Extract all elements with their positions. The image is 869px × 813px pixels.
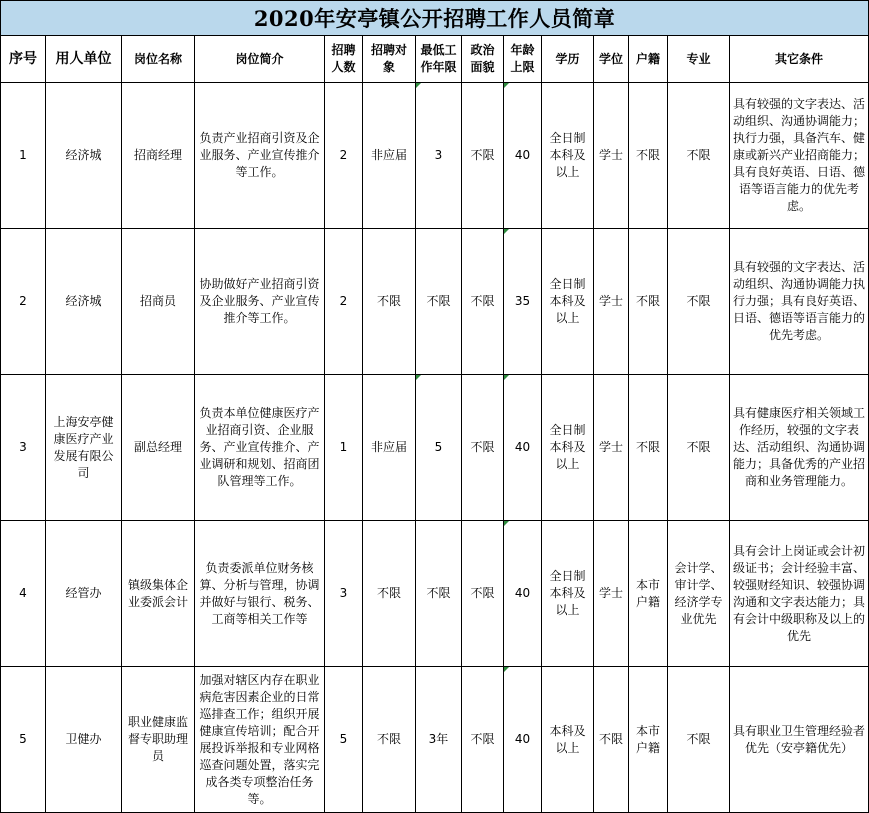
table-row [1, 667, 869, 813]
cell-degree: 学士 [594, 521, 629, 667]
cell-seq: 3 [1, 375, 46, 521]
header-target: 招聘对象 [363, 36, 416, 83]
cell-education: 全日制本科及以上 [542, 83, 594, 229]
cell-political: 不限 [462, 667, 504, 813]
cell-age [504, 521, 542, 667]
header-row [1, 36, 869, 83]
cell-age [504, 667, 542, 813]
cell-min-years-value: 5 [434, 440, 443, 454]
header-intro: 岗位简介 [195, 36, 325, 83]
cell-count: 3 [325, 521, 363, 667]
cell-other: 具有较强的文字表达、活动组织、沟通协调能力；执行力强，具备汽车、健康或新兴产业招商能力；具有良好英语、日语、德语等语言能力的优先考虑。 [730, 83, 869, 229]
header-education: 学历 [542, 36, 594, 83]
cell-position: 招商经理 [122, 83, 195, 229]
cell-target: 不限 [363, 229, 416, 375]
cell-age-value: 40 [514, 586, 531, 600]
cell-major: 不限 [668, 83, 730, 229]
cell-min-years [416, 375, 462, 521]
cell-intro: 负责本单位健康医疗产业招商引资、企业服务、产业宣传推介、产业调研和规划、招商团队管理等工作。 [195, 375, 325, 521]
cell-count: 2 [325, 229, 363, 375]
cell-seq: 4 [1, 521, 46, 667]
header-hukou: 户籍 [629, 36, 668, 83]
table-row [1, 375, 869, 521]
header-age: 年龄上限 [504, 36, 542, 83]
table-row [1, 229, 869, 375]
cell-age-value: 40 [514, 440, 531, 454]
cell-employer: 经济城 [46, 229, 122, 375]
cell-target: 不限 [363, 521, 416, 667]
cell-degree: 学士 [594, 83, 629, 229]
cell-political: 不限 [462, 229, 504, 375]
cell-major: 不限 [668, 229, 730, 375]
cell-major: 不限 [668, 375, 730, 521]
cell-intro: 负责委派单位财务核算、分析与管理，协调并做好与银行、税务、工商等相关工作等 [195, 521, 325, 667]
cell-degree: 学士 [594, 229, 629, 375]
cell-target: 非应届 [363, 83, 416, 229]
cell-count: 1 [325, 375, 363, 521]
cell-position: 招商员 [122, 229, 195, 375]
cell-employer: 经济城 [46, 83, 122, 229]
cell-employer: 卫健办 [46, 667, 122, 813]
cell-employer: 上海安亭健康医疗产业发展有限公司 [46, 375, 122, 521]
cell-target: 非应届 [363, 375, 416, 521]
header-degree: 学位 [594, 36, 629, 83]
cell-education: 全日制本科及以上 [542, 521, 594, 667]
cell-intro: 负责产业招商引资及企业服务、产业宣传推介等工作。 [195, 83, 325, 229]
cell-age [504, 83, 542, 229]
header-employer: 用人单位 [46, 36, 122, 83]
header-other: 其它条件 [730, 36, 869, 83]
cell-hukou: 不限 [629, 83, 668, 229]
cell-count: 5 [325, 667, 363, 813]
cell-major: 不限 [668, 667, 730, 813]
cell-age-value: 40 [514, 148, 531, 162]
cell-education: 全日制本科及以上 [542, 229, 594, 375]
cell-education: 本科及以上 [542, 667, 594, 813]
cell-intro: 协助做好产业招商引资及企业服务、产业宣传推介等工作。 [195, 229, 325, 375]
cell-hukou: 不限 [629, 375, 668, 521]
header-count: 招聘人数 [325, 36, 363, 83]
cell-min-years: 3年 [416, 667, 462, 813]
cell-age-value: 35 [514, 294, 531, 308]
cell-other: 具有健康医疗相关领域工作经历，较强的文字表达、活动组织、沟通协调能力；具备优秀的产业招商和业务管理能力。 [730, 375, 869, 521]
cell-other: 具有会计上岗证或会计初级证书；会计经验丰富、较强财经知识、较强协调沟通和文字表达能力；具有会计中级职称及以上的优先 [730, 521, 869, 667]
cell-hukou: 不限 [629, 229, 668, 375]
cell-employer: 经管办 [46, 521, 122, 667]
cell-political: 不限 [462, 83, 504, 229]
cell-hukou: 本市户籍 [629, 667, 668, 813]
cell-hukou: 本市户籍 [629, 521, 668, 667]
cell-min-years-value: 3 [434, 148, 443, 162]
cell-political: 不限 [462, 375, 504, 521]
header-major: 专业 [668, 36, 730, 83]
cell-target: 不限 [363, 667, 416, 813]
cell-intro: 加强对辖区内存在职业病危害因素企业的日常巡排查工作；组织开展健康宣传培训；配合开展投诉举报和专业网格巡查问题处置，落实完成各类专项整治任务等。 [195, 667, 325, 813]
cell-age [504, 229, 542, 375]
cell-education: 全日制本科及以上 [542, 375, 594, 521]
cell-seq: 1 [1, 83, 46, 229]
header-seq: 序号 [1, 36, 46, 83]
cell-position: 镇级集体企业委派会计 [122, 521, 195, 667]
header-political: 政治面貌 [462, 36, 504, 83]
cell-position: 职业健康监督专职助理员 [122, 667, 195, 813]
cell-seq: 5 [1, 667, 46, 813]
cell-degree: 不限 [594, 667, 629, 813]
cell-other: 具有较强的文字表达、活动组织、沟通协调能力执行力强；具有良好英语、日语、德语等语言能力的优先考虑。 [730, 229, 869, 375]
header-position: 岗位名称 [122, 36, 195, 83]
table-row [1, 83, 869, 229]
cell-seq: 2 [1, 229, 46, 375]
cell-political: 不限 [462, 521, 504, 667]
table-row [1, 521, 869, 667]
table-title: 2020年安亭镇公开招聘工作人员简章 [1, 1, 869, 36]
cell-age-value: 40 [514, 732, 531, 746]
cell-age [504, 375, 542, 521]
cell-major: 会计学、审计学、经济学专业优先 [668, 521, 730, 667]
cell-min-years: 不限 [416, 521, 462, 667]
cell-degree: 学士 [594, 375, 629, 521]
header-min-years: 最低工作年限 [416, 36, 462, 83]
cell-position: 副总经理 [122, 375, 195, 521]
cell-min-years [416, 83, 462, 229]
cell-count: 2 [325, 83, 363, 229]
cell-min-years: 不限 [416, 229, 462, 375]
cell-other: 具有职业卫生管理经验者优先（安亭籍优先） [730, 667, 869, 813]
